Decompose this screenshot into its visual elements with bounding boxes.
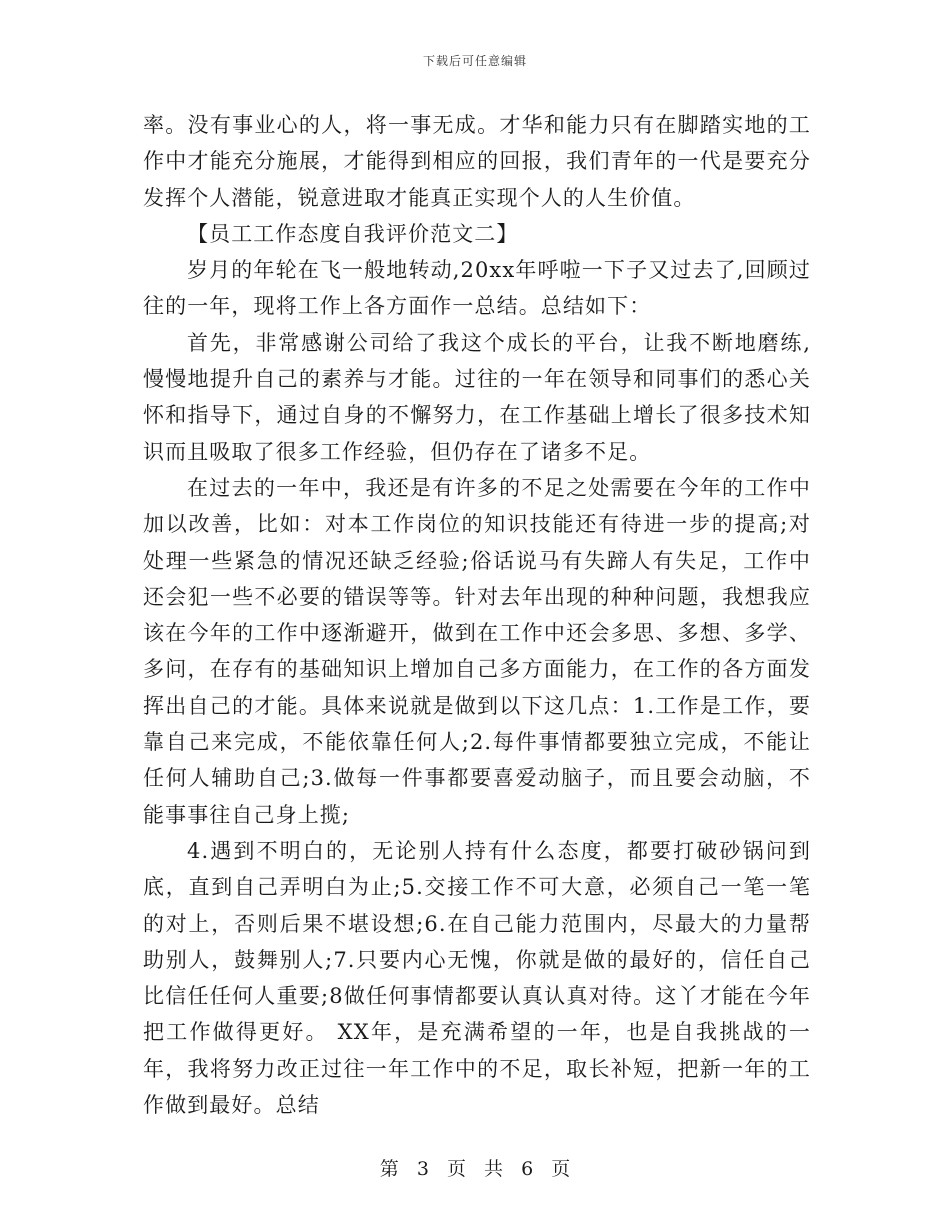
page-footer: [0, 1154, 950, 1181]
total-page-number: 6: [521, 1158, 534, 1180]
footer-label-di: 第: [379, 1158, 399, 1180]
footer-label-ye-end: 页: [551, 1158, 571, 1180]
footer-label-ye: 页: [446, 1158, 466, 1180]
paragraph-continuation: 率。没有事业心的人，将一事无成。才华和能力只有在脚踏实地的工作中才能充分施展，才能得到相应的回报，我们青年的一代是要充分发挥个人潜能，锐意进取才能真正实现个人的人生价值。: [143, 113, 811, 210]
footer-label-gong: 共: [484, 1158, 504, 1180]
section-heading: 【员工工作态度自我评价范文二】: [187, 221, 519, 246]
current-page-number: 3: [416, 1158, 429, 1180]
paragraph-intro: 岁月的年轮在飞一般地转动,20xx年呼啦一下子又过去了,回顾过往的一年，现将工作上各方面作一总结。总结如下：: [143, 258, 811, 319]
header-note: 下载后可任意编辑: [422, 54, 527, 68]
document-body: [143, 107, 811, 1123]
paragraph-thanks: 首先，非常感谢公司给了我这个成长的平台，让我不断地磨练,慢慢地提升自己的素养与才能。过往的一年在领导和同事们的悉心关怀和指导下，通过自身的不懈努力，在工作基础上增长了很多技术知识而且吸取了很多工作经验，但仍存在了诸多不足。: [143, 330, 811, 464]
paragraph-shortcomings: 在过去的一年中，我还是有许多的不足之处需要在今年的工作中加以改善，比如：对本工作岗位的知识技能还有待进一步的提高;对处理一些紧急的情况还缺乏经验;俗话说马有失蹄人有失足，工作中还会犯一些不必要的错误等等。针对去年出现的种种问题，我想我应该在今年的工作中逐渐避开，做到在工作中还会多思、多想、多学、多问，在存有的基础知识上增加自己多方面能力，在工作的各方面发挥出自己的才能。具体来说就是做到以下这几点：1.工作是工作，要靠自己来完成，不能依靠任何人;2.每件事情都要独立完成，不能让任何人辅助自己;3.做每一件事都要喜爱动脑子，而且要会动脑，不能事事往自己身上揽;: [143, 475, 811, 827]
paragraph-points: 4.遇到不明白的，无论别人持有什么态度，都要打破砂锅问到底，直到自己弄明白为止;5.交接工作不可大意，必须自己一笔一笔的对上，否则后果不堪设想;6.在自己能力范围内，尽最大的力量帮助别人，鼓舞别人;7.只要内心无愧，你就是做的最好的，信任自己比信任任何人重要;8做任何事情都要认真认真对待。这丫才能在今年把工作做得更好。 XX年，是充满希望的一年，也是自我挑战的一年，我将努力改正过往一年工作中的不足，取长补短，把新一年的工作做到最好。总结: [143, 838, 811, 1118]
